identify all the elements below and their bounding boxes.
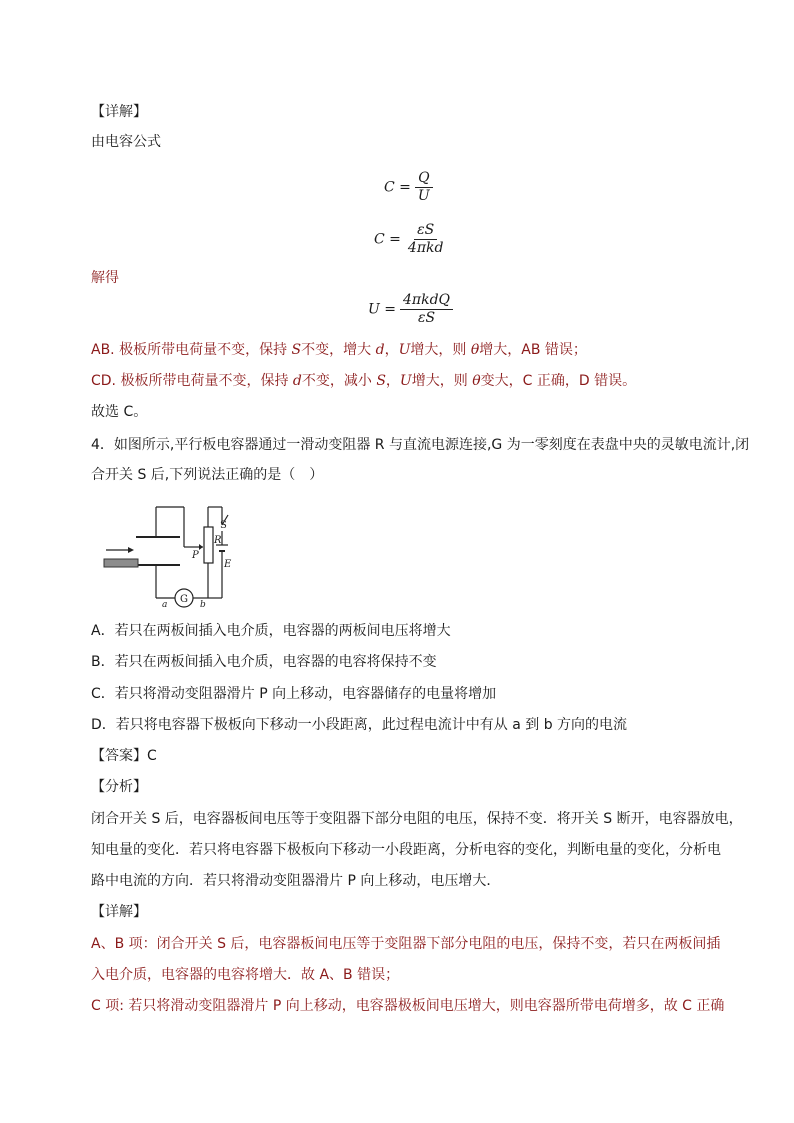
label-node-a: a	[162, 600, 168, 610]
label-slider: P	[192, 550, 199, 561]
answer-label: 【答案】	[91, 748, 147, 764]
formula-denominator: εS	[417, 310, 436, 326]
formula-lhs: C =	[384, 179, 411, 196]
dielectric-slab	[104, 559, 138, 567]
analysis-line-2: 知电量的变化．若只将电容器下极板向下移动一小段距离，分析电容的变化，判断电量的变化，分析电	[91, 842, 721, 858]
explanation-cd: CD. 极板所带电荷量不变，保持 d不变，减小 S，U增大，则 θ变大，C 正确，D 错误。	[91, 373, 637, 389]
detail-heading: 【详解】	[91, 104, 147, 120]
voltage-result-formula	[368, 293, 453, 326]
option-d: D．若只将电容器下极板向下移动一小段距离，此过程电流计中有从 a 到 b 方向的电流	[91, 717, 628, 733]
detail-heading-2: 【详解】	[91, 904, 147, 920]
option-c: C．若只将滑动变阻器滑片 P 向上移动，电容器储存的电量将增加	[91, 686, 497, 702]
circuit-diagram	[100, 503, 250, 611]
label-node-b: b	[200, 600, 206, 610]
detail-line-3: C 项: 若只将滑动变阻器滑片 P 向上移动，电容器极板间电压增大，则电容器所带电荷增多，故 C 正确	[91, 998, 725, 1014]
insertion-arrowhead	[128, 547, 134, 553]
conclusion: 故选 C。	[91, 404, 148, 420]
formula-numerator: Q	[415, 171, 432, 188]
formula-denominator: 4πkd	[407, 240, 444, 256]
solve-label: 解得	[91, 270, 119, 286]
capacitance-definition-formula	[384, 171, 433, 204]
formula-numerator: 4πkdQ	[400, 293, 453, 310]
answer-value: C	[147, 748, 157, 764]
formula-intro: 由电容公式	[91, 134, 161, 150]
explanation-ab: AB. 极板所带电荷量不变，保持 S不变，增大 d，U增大，则 θ增大，AB 错误；	[91, 342, 587, 358]
label-galvanometer: G	[180, 594, 188, 605]
rheostat	[204, 527, 213, 563]
formula-denominator: U	[417, 188, 430, 204]
answer	[91, 747, 157, 765]
question-stem-line-1: 4．如图所示,平行板电容器通过一滑动变阻器 R 与直流电源连接,G 为一零刻度在表盘中央的灵敏电流计,闭	[91, 437, 750, 453]
detail-line-1: A、B 项：闭合开关 S 后，电容器板间电压等于变阻器下部分电阻的电压，保持不变，若只在两板间插	[91, 936, 721, 952]
slider-arrowhead	[199, 544, 203, 550]
label-switch: S	[220, 520, 227, 531]
formula-numerator: εS	[414, 223, 437, 240]
detail-line-2: 入电介质，电容器的电容将增大．故 A、B 错误；	[91, 967, 400, 983]
analysis-line-1: 闭合开关 S 后，电容器板间电压等于变阻器下部分电阻的电压，保持不变．将开关 S 断开，电容器放电，	[91, 811, 743, 827]
label-battery: E	[224, 559, 232, 570]
formula-lhs: C =	[374, 231, 401, 248]
formula-lhs: U =	[368, 301, 396, 318]
parallel-plate-capacitance-formula	[374, 223, 446, 256]
label-rheostat: R	[214, 535, 222, 546]
option-a: A．若只在两板间插入电介质，电容器的两板间电压将增大	[91, 623, 451, 639]
analysis-line-3: 路中电流的方向．若只将滑动变阻器滑片 P 向上移动，电压增大．	[91, 873, 501, 889]
analysis-heading: 【分析】	[91, 779, 147, 795]
option-b: B．若只在两板间插入电介质，电容器的电容将保持不变	[91, 654, 437, 670]
question-stem-line-2: 合开关 S 后,下列说法正确的是（ ）	[91, 467, 324, 483]
